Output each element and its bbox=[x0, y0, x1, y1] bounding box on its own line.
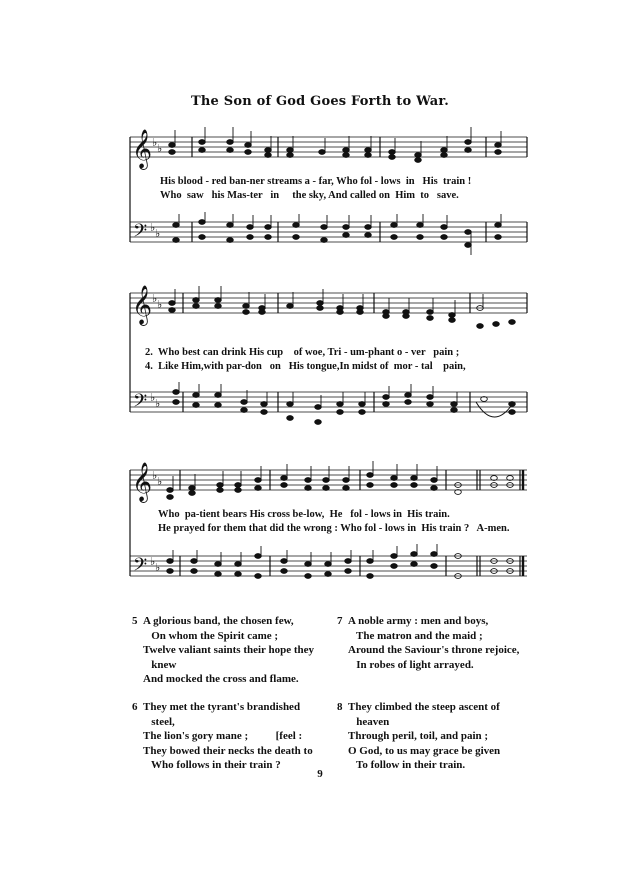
svg-text:♭: ♭ bbox=[157, 299, 163, 311]
verse-number: 6 bbox=[132, 701, 138, 713]
verse-line: They met the tyrant's brandished bbox=[143, 701, 301, 713]
verse-line: They climbed the steep ascent of bbox=[348, 701, 500, 713]
verse-number: 5 bbox=[132, 615, 138, 627]
svg-text:𝄢: 𝄢 bbox=[133, 555, 148, 580]
page-number: 9 bbox=[317, 768, 323, 780]
lyric-line: He prayed for them that did the wrong : Who fol - lows in His train ? A-men. bbox=[158, 523, 510, 534]
additional-verses bbox=[0, 614, 640, 771]
svg-text:♭: ♭ bbox=[157, 476, 163, 488]
verse-line: The matron and the maid ; bbox=[348, 629, 483, 642]
lyric-line: His blood - red ban-ner streams a - far, Who fol - lows in His train ! bbox=[160, 176, 472, 187]
verse-line: A noble army : men and boys, bbox=[348, 615, 489, 627]
verse-line: Twelve valiant saints their hope they bbox=[143, 644, 315, 656]
svg-text:𝄞: 𝄞 bbox=[132, 285, 153, 325]
verse-line: A glorious band, the chosen few, bbox=[143, 615, 294, 627]
verse-line: The lion's gory mane ; [feel : bbox=[143, 730, 303, 742]
svg-text:♭: ♭ bbox=[152, 137, 158, 149]
lyric-line: Who saw his Mas-ter in the sky, And called on Him to save. bbox=[160, 190, 459, 201]
svg-text:♭: ♭ bbox=[157, 143, 163, 155]
svg-text:♭: ♭ bbox=[150, 392, 156, 404]
svg-text:𝄞: 𝄞 bbox=[132, 462, 153, 502]
svg-text:♭: ♭ bbox=[152, 470, 158, 482]
verse-line: To follow in their train. bbox=[348, 759, 466, 771]
page-title: The Son of God Goes Forth to War. bbox=[191, 94, 449, 109]
verse-line: Through peril, toil, and pain ; bbox=[348, 730, 489, 742]
svg-text:♭: ♭ bbox=[150, 556, 156, 568]
svg-text:♭: ♭ bbox=[152, 293, 158, 305]
svg-text:♭: ♭ bbox=[155, 228, 161, 240]
verse-line: knew bbox=[143, 658, 177, 671]
verse-line: steel, bbox=[143, 715, 175, 728]
verse-line: O God, to us may grace be given bbox=[348, 744, 501, 757]
lyric-line: 2. Who best can drink His cup of woe, Tri - um-phant o - ver pain ; bbox=[145, 347, 460, 358]
verse-line: On whom the Spirit came ; bbox=[143, 629, 279, 642]
verse-number: 7 bbox=[337, 615, 343, 627]
svg-text:𝄢: 𝄢 bbox=[133, 391, 148, 416]
verse-line: Around the Saviour's throne rejoice, bbox=[348, 644, 520, 656]
verse-number: 8 bbox=[337, 701, 343, 713]
svg-text:♭: ♭ bbox=[150, 222, 156, 234]
svg-text:𝄞: 𝄞 bbox=[132, 129, 153, 169]
lyric-line: 4. Like Him,with par-don on His tongue,In midst of mor - tal pain, bbox=[145, 361, 466, 372]
verse-6 bbox=[132, 700, 353, 773]
verse-8 bbox=[337, 700, 558, 773]
verse-line: And mocked the cross and flame. bbox=[143, 673, 299, 685]
verse-line: heaven bbox=[348, 715, 390, 728]
verse-line: Who follows in their train ? bbox=[143, 759, 281, 771]
verse-7 bbox=[337, 614, 558, 672]
svg-text:𝄢: 𝄢 bbox=[133, 221, 148, 246]
svg-text:♭: ♭ bbox=[155, 562, 161, 574]
verse-5 bbox=[132, 614, 353, 687]
lyric-line: Who pa-tient bears His cross be-low, He fol - lows in His train. bbox=[158, 509, 450, 520]
svg-text:♭: ♭ bbox=[155, 398, 161, 410]
verse-line: In robes of light arrayed. bbox=[348, 658, 474, 671]
verse-line: They bowed their necks the death to bbox=[143, 744, 313, 757]
